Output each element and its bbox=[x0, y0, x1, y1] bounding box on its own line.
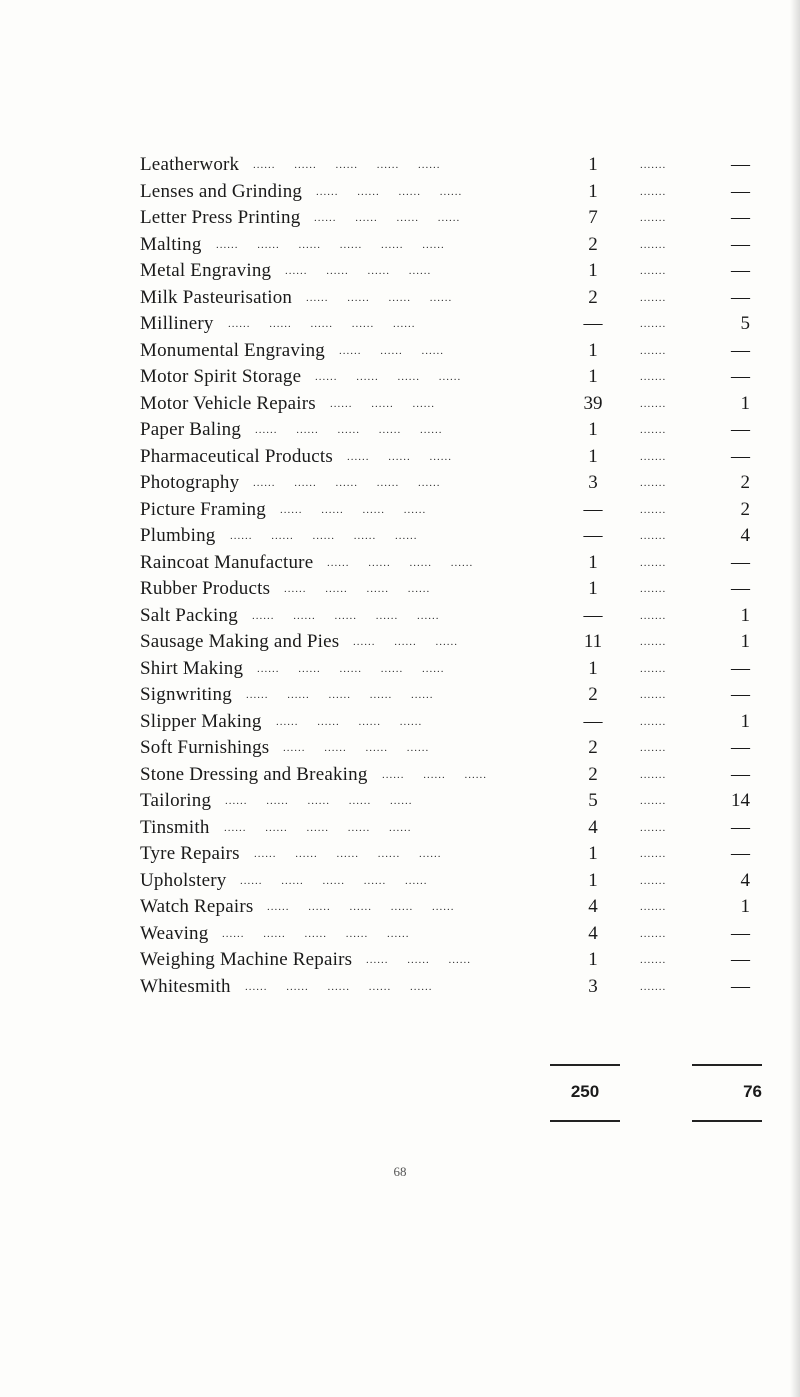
count-col1: 3 bbox=[588, 472, 598, 493]
dot-leader: ....... bbox=[640, 901, 667, 913]
page-edge-shadow bbox=[790, 0, 800, 1397]
count-col1: 2 bbox=[588, 737, 598, 758]
trade-name: Sausage Making and Pies bbox=[140, 631, 340, 652]
dot-leader: ....... bbox=[640, 583, 667, 595]
count-col2: — bbox=[731, 286, 750, 308]
trade-name: Metal Engraving bbox=[140, 260, 272, 281]
dot-leader: ....... bbox=[640, 265, 667, 277]
dot-leader: ...... ...... ...... ...... bbox=[327, 556, 492, 569]
count-col2: 2 bbox=[740, 498, 750, 520]
count-col2: — bbox=[731, 737, 750, 758]
dot-leader: ....... bbox=[640, 450, 667, 463]
trade-name: Paper Baling bbox=[140, 419, 242, 440]
dot-leader: ....... bbox=[640, 503, 667, 516]
trade-name: Plumbing bbox=[140, 525, 216, 546]
trade-name: Monumental Engraving bbox=[140, 339, 325, 361]
dot-leader: ....... bbox=[640, 689, 667, 701]
dot-leader: ....... bbox=[640, 344, 667, 357]
count-col2: 4 bbox=[740, 525, 750, 546]
count-col2: 1 bbox=[740, 392, 750, 414]
dot-leader: ....... bbox=[640, 238, 667, 251]
table-row bbox=[140, 815, 750, 842]
count-col2: — bbox=[731, 578, 750, 599]
dot-leader: ...... ...... ...... ...... ...... bbox=[245, 980, 452, 993]
table-row bbox=[140, 788, 750, 815]
table-row bbox=[140, 894, 750, 921]
count-col2: 14 bbox=[731, 790, 750, 811]
dot-leader: ...... ...... ...... ...... bbox=[314, 212, 479, 224]
trade-name: Lenses and Grinding bbox=[140, 180, 303, 202]
trade-name: Stone Dressing and Breaking bbox=[140, 763, 368, 785]
table-row bbox=[140, 868, 750, 895]
trade-name: Weighing Machine Repairs bbox=[140, 949, 353, 970]
count-col2: — bbox=[731, 922, 750, 944]
count-col2: 1 bbox=[740, 896, 750, 917]
dot-leader: ...... ...... ...... ...... bbox=[284, 583, 449, 595]
count-col2: — bbox=[731, 843, 750, 864]
total-rule-bottom-col2 bbox=[692, 1120, 762, 1122]
dot-leader: ...... ...... ...... ...... ...... bbox=[253, 477, 460, 489]
count-col1: 1 bbox=[588, 551, 598, 573]
trade-name: Letter Press Printing bbox=[140, 207, 301, 228]
dot-leader: ...... ...... ...... ...... ...... bbox=[252, 609, 459, 622]
trade-name: Shirt Making bbox=[140, 657, 244, 679]
count-col1: 5 bbox=[588, 790, 598, 811]
dot-leader: ...... ...... ...... ...... ...... bbox=[240, 874, 447, 887]
dot-leader: ...... ...... ...... ...... ...... bbox=[254, 848, 461, 860]
dot-leader: ...... ...... ...... bbox=[347, 450, 471, 463]
dot-leader: ....... bbox=[640, 397, 667, 410]
count-col2: — bbox=[731, 366, 750, 387]
trade-name: Slipper Making bbox=[140, 710, 262, 732]
count-col1: 2 bbox=[588, 684, 598, 705]
dot-leader: ...... ...... ...... ...... ...... bbox=[225, 795, 432, 807]
count-col1: — bbox=[583, 498, 603, 520]
total-rule-top-col1 bbox=[550, 1064, 620, 1066]
trade-name: Raincoat Manufacture bbox=[140, 551, 314, 573]
table-row bbox=[140, 364, 750, 391]
dot-leader: ...... ...... ...... ...... ...... bbox=[224, 821, 431, 834]
count-col2: — bbox=[731, 684, 750, 705]
trade-name: Rubber Products bbox=[140, 578, 271, 599]
dot-leader: ....... bbox=[640, 874, 667, 887]
trade-name: Photography bbox=[140, 472, 240, 493]
table-row bbox=[140, 947, 750, 974]
dot-leader: ....... bbox=[640, 636, 667, 648]
dot-leader: ...... ...... ...... ...... ...... bbox=[255, 424, 462, 436]
count-col1: 3 bbox=[588, 975, 598, 997]
trade-name: Millinery bbox=[140, 313, 214, 334]
page-number: 68 bbox=[393, 1164, 407, 1179]
dot-leader: ...... ...... ...... ...... ...... bbox=[228, 318, 435, 330]
dot-leader: ....... bbox=[640, 318, 667, 330]
count-col1: 4 bbox=[588, 816, 598, 838]
count-col2: — bbox=[731, 763, 750, 785]
dot-leader: ....... bbox=[640, 609, 667, 622]
trade-name: Picture Framing bbox=[140, 498, 266, 520]
count-col1: — bbox=[583, 604, 603, 626]
count-col1: 39 bbox=[583, 392, 603, 414]
trade-name: Milk Pasteurisation bbox=[140, 286, 293, 308]
count-col2: — bbox=[731, 419, 750, 440]
table-row bbox=[140, 841, 750, 868]
trade-name: Leatherwork bbox=[140, 154, 240, 175]
dot-leader: ...... ...... ...... ...... bbox=[315, 371, 480, 383]
dot-leader: ....... bbox=[640, 291, 667, 304]
trade-name: Motor Vehicle Repairs bbox=[140, 392, 316, 414]
count-col1: 1 bbox=[588, 949, 598, 970]
count-col2: 5 bbox=[740, 313, 750, 334]
table-row bbox=[140, 735, 750, 762]
table-row bbox=[140, 179, 750, 206]
table-row bbox=[140, 709, 750, 736]
table-row bbox=[140, 603, 750, 630]
count-col2: — bbox=[731, 657, 750, 679]
table-row bbox=[140, 921, 750, 948]
table-row bbox=[140, 444, 750, 471]
count-col1: 1 bbox=[588, 419, 598, 440]
count-col1: 1 bbox=[588, 843, 598, 864]
table-row bbox=[140, 391, 750, 418]
table-row bbox=[140, 417, 750, 444]
count-col1: 1 bbox=[588, 869, 598, 891]
table-row bbox=[140, 497, 750, 524]
dot-leader: ...... ...... ...... ...... bbox=[306, 291, 471, 304]
dot-leader: ....... bbox=[640, 927, 667, 940]
count-col1: 4 bbox=[588, 896, 598, 917]
table-row bbox=[140, 762, 750, 789]
dot-leader: ....... bbox=[640, 742, 667, 754]
count-col2: 4 bbox=[740, 869, 750, 891]
count-col2: — bbox=[731, 975, 750, 997]
dot-leader: ....... bbox=[640, 715, 667, 728]
dot-leader: ....... bbox=[640, 662, 667, 675]
table-row bbox=[140, 682, 750, 709]
dot-leader: ....... bbox=[640, 424, 667, 436]
count-col1: 1 bbox=[588, 578, 598, 599]
trade-name: Soft Furnishings bbox=[140, 737, 270, 758]
dot-leader: ....... bbox=[640, 530, 667, 542]
count-col1: 1 bbox=[588, 657, 598, 679]
count-col2: — bbox=[731, 207, 750, 228]
table-row bbox=[140, 205, 750, 232]
count-col1: — bbox=[583, 710, 603, 732]
trade-name: Upholstery bbox=[140, 869, 227, 891]
dot-leader: ....... bbox=[640, 185, 667, 198]
count-col1: 1 bbox=[588, 260, 598, 281]
count-col1: 2 bbox=[588, 233, 598, 255]
dot-leader: ...... ...... ...... ...... bbox=[316, 185, 481, 198]
count-col2: — bbox=[731, 233, 750, 255]
count-col1: — bbox=[583, 313, 603, 334]
count-col1: 1 bbox=[588, 154, 598, 175]
table-row bbox=[140, 629, 750, 656]
table-row bbox=[140, 656, 750, 683]
dot-leader: ...... ...... ...... bbox=[339, 344, 463, 357]
count-col2: — bbox=[731, 949, 750, 970]
total-rule-bottom-col1 bbox=[550, 1120, 620, 1122]
count-col2: 2 bbox=[740, 472, 750, 493]
table-row bbox=[140, 232, 750, 259]
dot-leader: ...... ...... ...... bbox=[382, 768, 506, 781]
dot-leader: ...... ...... ...... ...... ...... bbox=[253, 159, 460, 171]
trade-name: Tinsmith bbox=[140, 816, 210, 838]
dot-leader: ....... bbox=[640, 159, 667, 171]
dot-leader: ...... ...... ...... ...... bbox=[276, 715, 441, 728]
table-row bbox=[140, 311, 750, 338]
table-row bbox=[140, 576, 750, 603]
total-col2: 76 bbox=[743, 1082, 762, 1101]
dot-leader: ...... ...... ...... ...... ...... ...... bbox=[216, 238, 464, 251]
count-col2: — bbox=[731, 816, 750, 838]
table-row bbox=[140, 338, 750, 365]
count-col1: — bbox=[583, 525, 603, 546]
dot-leader: ....... bbox=[640, 556, 667, 569]
count-col1: 1 bbox=[588, 180, 598, 202]
total-rule-top-col2 bbox=[692, 1064, 762, 1066]
count-col2: — bbox=[731, 339, 750, 361]
trade-name: Pharmaceutical Products bbox=[140, 445, 333, 467]
table-row bbox=[140, 550, 750, 577]
count-col1: 4 bbox=[588, 922, 598, 944]
trade-name: Malting bbox=[140, 233, 202, 255]
dot-leader: ....... bbox=[640, 371, 667, 383]
dot-leader: ...... ...... ...... bbox=[353, 636, 477, 648]
count-col2: — bbox=[731, 180, 750, 202]
dot-leader: ....... bbox=[640, 821, 667, 834]
count-col2: 1 bbox=[740, 710, 750, 732]
count-col2: — bbox=[731, 445, 750, 467]
dot-leader: ...... ...... ...... ...... bbox=[280, 503, 445, 516]
dot-leader: ....... bbox=[640, 980, 667, 993]
count-col2: — bbox=[731, 154, 750, 175]
dot-leader: ...... ...... ...... ...... ...... bbox=[246, 689, 453, 701]
dot-leader: ...... ...... ...... bbox=[330, 397, 454, 410]
count-col1: 11 bbox=[583, 631, 603, 652]
count-col1: 2 bbox=[588, 286, 598, 308]
dot-leader: ...... ...... ...... ...... bbox=[283, 742, 448, 754]
trade-name: Whitesmith bbox=[140, 975, 231, 997]
dot-leader: ....... bbox=[640, 212, 667, 224]
table-row bbox=[140, 523, 750, 550]
dot-leader: ....... bbox=[640, 768, 667, 781]
dot-leader: ...... ...... ...... bbox=[366, 954, 490, 966]
dot-leader: ...... ...... ...... ...... ...... bbox=[267, 901, 474, 913]
count-col1: 1 bbox=[588, 366, 598, 387]
table-row bbox=[140, 258, 750, 285]
dot-leader: ....... bbox=[640, 954, 667, 966]
count-col2: — bbox=[731, 551, 750, 573]
total-col1: 250 bbox=[570, 1082, 600, 1101]
trade-name: Signwriting bbox=[140, 684, 232, 705]
count-col2: 1 bbox=[740, 604, 750, 626]
trade-name: Weaving bbox=[140, 922, 209, 944]
trade-name: Tyre Repairs bbox=[140, 843, 240, 864]
count-col1: 1 bbox=[588, 445, 598, 467]
table-row bbox=[140, 974, 750, 1001]
dot-leader: ...... ...... ...... ...... ...... bbox=[222, 927, 429, 940]
dot-leader: ....... bbox=[640, 795, 667, 807]
trades-table bbox=[140, 152, 750, 1000]
trade-name: Salt Packing bbox=[140, 604, 238, 626]
dot-leader: ....... bbox=[640, 477, 667, 489]
trade-name: Watch Repairs bbox=[140, 896, 254, 917]
count-col2: — bbox=[731, 260, 750, 281]
dot-leader: ...... ...... ...... ...... bbox=[285, 265, 450, 277]
trade-name: Motor Spirit Storage bbox=[140, 366, 302, 387]
dot-leader: ...... ...... ...... ...... ...... bbox=[257, 662, 464, 675]
count-col1: 7 bbox=[588, 207, 598, 228]
count-col1: 1 bbox=[588, 339, 598, 361]
table-row bbox=[140, 470, 750, 497]
table-row bbox=[140, 285, 750, 312]
count-col1: 2 bbox=[588, 763, 598, 785]
table-row bbox=[140, 152, 750, 179]
dot-leader: ....... bbox=[640, 848, 667, 860]
dot-leader: ...... ...... ...... ...... ...... bbox=[230, 530, 437, 542]
count-col2: 1 bbox=[740, 631, 750, 652]
trade-name: Tailoring bbox=[140, 790, 212, 811]
